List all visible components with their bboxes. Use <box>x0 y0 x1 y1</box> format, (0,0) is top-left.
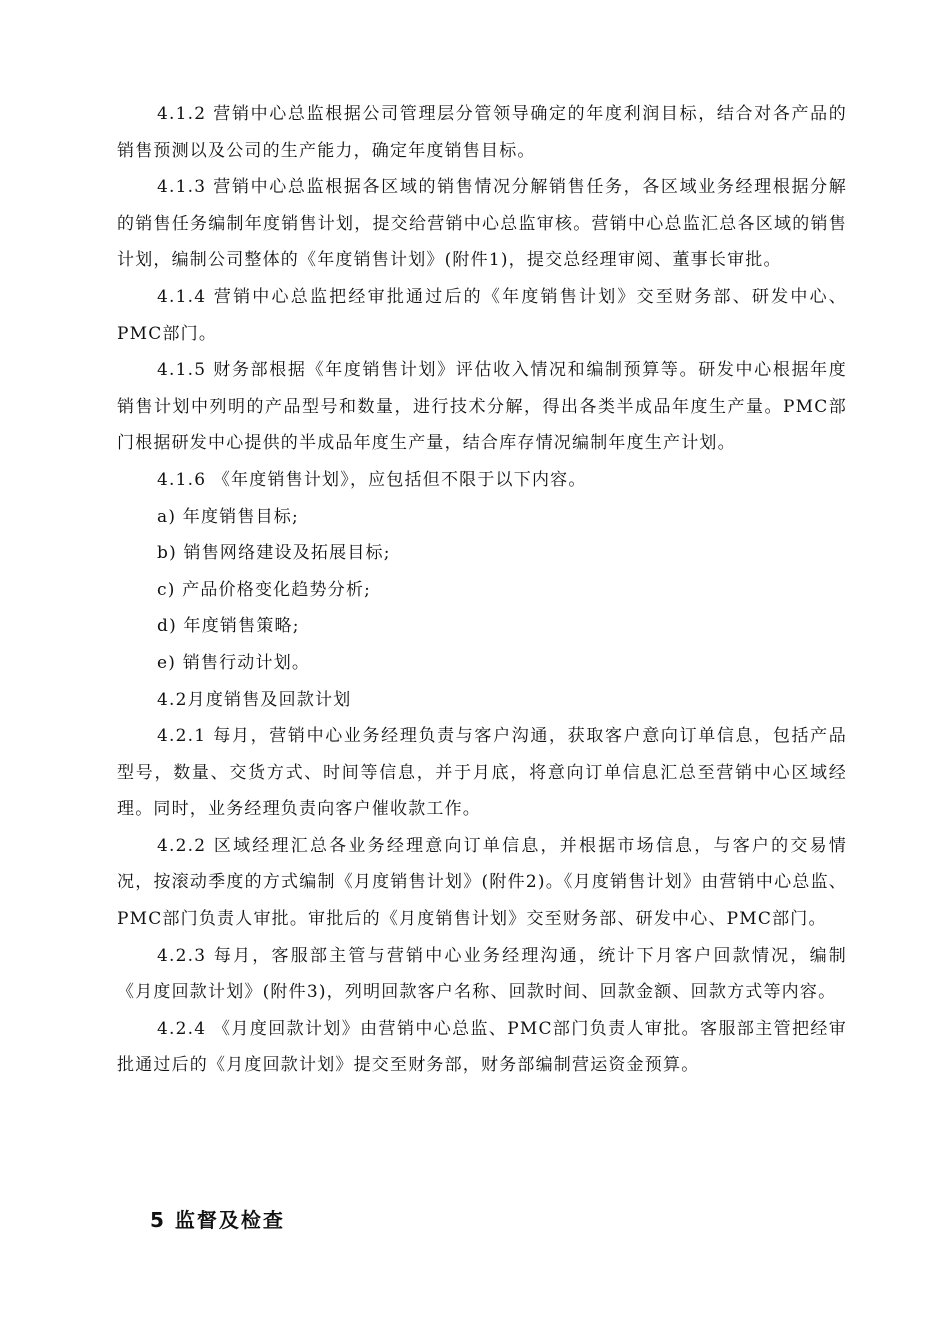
paragraph-4-1-5: 4.1.5 财务部根据《年度销售计划》评估收入情况和编制预算等。研发中心根据年度销售计划中列明的产品型号和数量，进行技术分解，得出各类半成品年度生产量。PMC部门根据研发中心提供的半成品年度生产量，结合库存情况编制年度生产计划。 <box>117 360 847 454</box>
paragraph-4-1-4: 4.1.4 营销中心总监把经审批通过后的《年度销售计划》交至财务部、研发中心、PMC部门。 <box>117 286 847 344</box>
paragraph-4-2-4: 4.2.4 《月度回款计划》由营销中心总监、PMC部门负责人审批。客服部主管把经审批通过后的《月度回款计划》提交至财务部，财务部编制营运资金预算。 <box>117 1018 847 1076</box>
document-body <box>117 96 847 1084</box>
list-item-b: b) 销售网络建设及拓展目标; <box>157 543 391 564</box>
list-item-a: a) 年度销售目标; <box>157 506 299 527</box>
list-item-d: d) 年度销售策略; <box>157 616 300 637</box>
subsection-title-4-2: 4.2月度销售及回款计划 <box>157 689 352 710</box>
paragraph-4-2-2: 4.2.2 区域经理汇总各业务经理意向订单信息，并根据市场信息，与客户的交易情况，按滚动季度的方式编制《月度销售计划》(附件2)。《月度销售计划》由营销中心总监、PMC部门负责人审批。审批后的《月度销售计划》交至财务部、研发中心、PMC部门。 <box>117 835 847 930</box>
list-item-c: c) 产品价格变化趋势分析; <box>157 579 372 600</box>
paragraph-4-1-2: 4.1.2 营销中心总监根据公司管理层分管领导确定的年度利润目标，结合对各产品的销售预测以及公司的生产能力，确定年度销售目标。 <box>117 104 847 161</box>
paragraph-4-2-1: 4.2.1 每月，营销中心业务经理负责与客户沟通，获取客户意向订单信息，包括产品型号，数量、交货方式、时间等信息，并于月底，将意向订单信息汇总至营销中心区域经理。同时，业务经理负责向客户催收款工作。 <box>117 726 847 820</box>
section-heading-5: 5 监督及检查 <box>150 1208 285 1232</box>
list-item-e: e) 销售行动计划。 <box>157 652 311 673</box>
paragraph-4-2-3: 4.2.3 每月，客服部主管与营销中心业务经理沟通，统计下月客户回款情况，编制《月度回款计划》(附件3)，列明回款客户名称、回款时间、回款金额、回款方式等内容。 <box>117 945 847 1003</box>
paragraph-4-1-6: 4.1.6 《年度销售计划》，应包括但不限于以下内容。 <box>157 469 587 490</box>
paragraph-4-1-3: 4.1.3 营销中心总监根据各区域的销售情况分解销售任务，各区域业务经理根据分解的销售任务编制年度销售计划，提交给营销中心总监审核。营销中心总监汇总各区域的销售计划，编制公司整体的《年度销售计划》(附件1)，提交总经理审阅、董事长审批。 <box>117 177 847 271</box>
